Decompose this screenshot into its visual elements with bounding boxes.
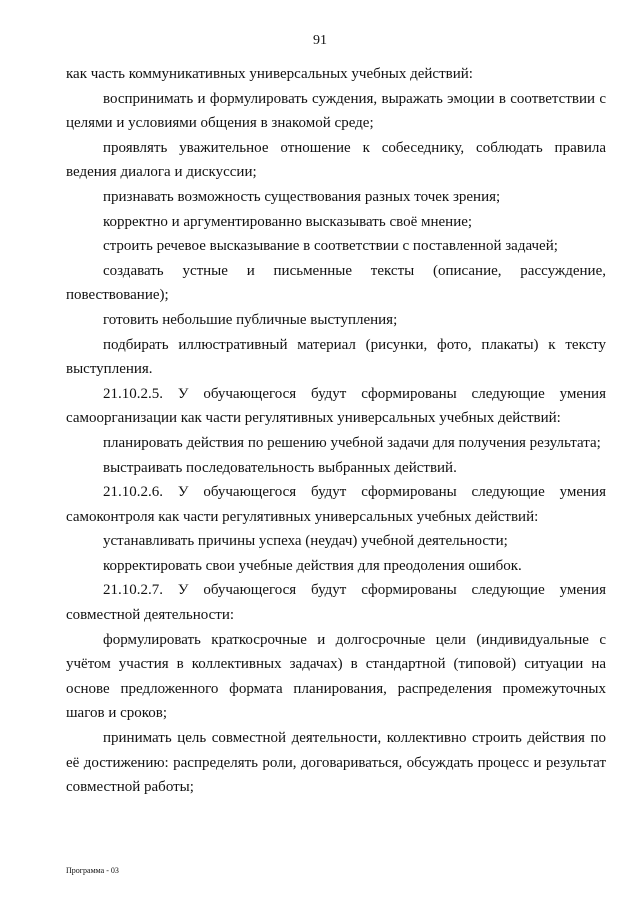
paragraph: планировать действия по решению учебной задачи для получения результата; bbox=[103, 434, 601, 451]
paragraph: признавать возможность существования разных точек зрения; bbox=[103, 188, 501, 205]
section-paragraph: 21.10.2.5. У обучающегося будут сформированы следующие умения самоорганизации как части регулятивных универсальных учебных действий: bbox=[66, 385, 606, 427]
footer-program-label: Программа - 03 bbox=[66, 866, 119, 875]
paragraph: принимать цель совместной деятельности, коллективно строить действия по её достижению: распределять роли, договариваться, обсуждать процесс и результат совместной работы; bbox=[66, 730, 606, 796]
paragraph: выстраивать последовательность выбранных действий. bbox=[103, 459, 457, 476]
paragraph: воспринимать и формулировать суждения, выражать эмоции в соответствии с целями и условиями общения в знакомой среде; bbox=[66, 90, 606, 132]
paragraph: создавать устные и письменные тексты (описание, рассуждение, повествование); bbox=[66, 262, 606, 304]
paragraph: устанавливать причины успеха (неудач) учебной деятельности; bbox=[103, 533, 508, 550]
paragraph: формулировать краткосрочные и долгосрочные цели (индивидуальные с учётом участия в коллективных задачах) в стандартной (типовой) ситуации на основе предложенного формата планирования, распределения промежуточных шагов и сроков; bbox=[66, 631, 606, 722]
section-paragraph: 21.10.2.6. У обучающегося будут сформированы следующие умения самоконтроля как части регулятивных универсальных учебных действий: bbox=[66, 484, 606, 525]
paragraph: подбирать иллюстративный материал (рисунки, фото, плакаты) к тексту выступления. bbox=[66, 336, 606, 378]
paragraph: как часть коммуникативных универсальных учебных действий: bbox=[66, 66, 473, 82]
paragraph: готовить небольшие публичные выступления; bbox=[103, 311, 398, 328]
paragraph: корректировать свои учебные действия для преодоления ошибок. bbox=[103, 557, 522, 574]
paragraph: проявлять уважительное отношение к собеседнику, соблюдать правила ведения диалога и дискуссии; bbox=[66, 139, 606, 181]
paragraph: корректно и аргументированно высказывать своё мнение; bbox=[103, 213, 473, 230]
paragraph: строить речевое высказывание в соответствии с поставленной задачей; bbox=[103, 238, 558, 255]
page-number: 91 bbox=[313, 33, 327, 48]
section-paragraph: 21.10.2.7. У обучающегося будут сформированы следующие умения совместной деятельности: bbox=[66, 582, 606, 624]
body-text bbox=[66, 62, 606, 800]
